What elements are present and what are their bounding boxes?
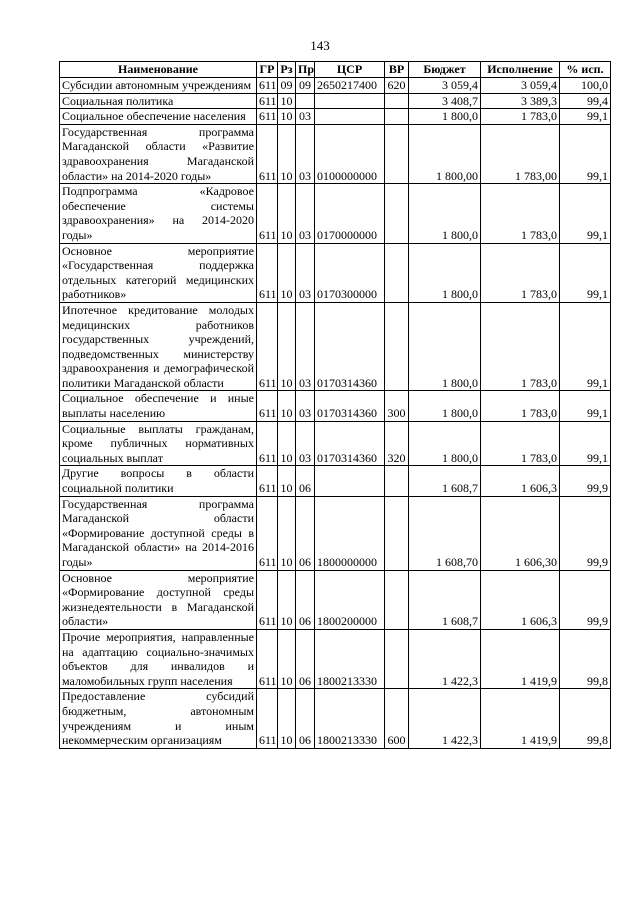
header-csr: ЦСР bbox=[315, 62, 385, 78]
cell-budget: 1 800,0 bbox=[409, 109, 481, 125]
cell-gr: 611 bbox=[257, 302, 278, 391]
cell-vr bbox=[385, 124, 409, 183]
cell-vr: 600 bbox=[385, 689, 409, 748]
cell-rz: 10 bbox=[278, 184, 296, 243]
cell-percent: 99,8 bbox=[560, 689, 611, 748]
budget-table bbox=[59, 61, 611, 749]
cell-execution: 3 389,3 bbox=[481, 93, 560, 109]
cell-gr: 611 bbox=[257, 496, 278, 570]
cell-percent: 99,1 bbox=[560, 109, 611, 125]
cell-budget: 1 800,0 bbox=[409, 391, 481, 421]
cell-vr bbox=[385, 109, 409, 125]
cell-execution: 1 783,0 bbox=[481, 421, 560, 466]
cell-pr: 09 bbox=[296, 78, 315, 94]
cell-vr bbox=[385, 302, 409, 391]
cell-gr: 611 bbox=[257, 570, 278, 629]
cell-budget: 1 800,0 bbox=[409, 184, 481, 243]
cell-pr: 06 bbox=[296, 570, 315, 629]
table-row bbox=[60, 93, 611, 109]
cell-gr: 611 bbox=[257, 184, 278, 243]
header-budget: Бюджет bbox=[409, 62, 481, 78]
cell-rz: 09 bbox=[278, 78, 296, 94]
cell-percent: 99,1 bbox=[560, 421, 611, 466]
cell-rz: 10 bbox=[278, 466, 296, 496]
cell-percent: 99,8 bbox=[560, 629, 611, 688]
cell-vr bbox=[385, 243, 409, 302]
cell-name: Государственная программа Магаданской области «Формирование доступной среды в Магаданской области» на 2014-2016 годы» bbox=[60, 496, 257, 570]
cell-execution: 1 783,0 bbox=[481, 391, 560, 421]
cell-rz: 10 bbox=[278, 570, 296, 629]
cell-rz: 10 bbox=[278, 93, 296, 109]
cell-execution: 1 606,3 bbox=[481, 466, 560, 496]
table-row bbox=[60, 629, 611, 688]
cell-vr: 620 bbox=[385, 78, 409, 94]
cell-csr: 0170300000 bbox=[315, 243, 385, 302]
cell-budget: 3 059,4 bbox=[409, 78, 481, 94]
cell-csr bbox=[315, 93, 385, 109]
cell-budget: 1 800,00 bbox=[409, 124, 481, 183]
cell-vr: 320 bbox=[385, 421, 409, 466]
cell-csr: 0170314360 bbox=[315, 421, 385, 466]
cell-budget: 1 608,70 bbox=[409, 496, 481, 570]
cell-percent: 99,1 bbox=[560, 124, 611, 183]
table-row bbox=[60, 466, 611, 496]
cell-gr: 611 bbox=[257, 78, 278, 94]
header-vr: ВР bbox=[385, 62, 409, 78]
cell-vr bbox=[385, 629, 409, 688]
cell-pr: 03 bbox=[296, 184, 315, 243]
cell-name: Подпрограмма «Кадровое обеспечение системы здравоохранения» на 2014-2020 годы» bbox=[60, 184, 257, 243]
cell-pr: 06 bbox=[296, 496, 315, 570]
table-row bbox=[60, 421, 611, 466]
cell-name: Социальная политика bbox=[60, 93, 257, 109]
table-row bbox=[60, 689, 611, 748]
header-name: Наименование bbox=[60, 62, 257, 78]
cell-pr: 03 bbox=[296, 391, 315, 421]
cell-csr bbox=[315, 109, 385, 125]
header-percent: % исп. bbox=[560, 62, 611, 78]
cell-name: Социальное обеспечение населения bbox=[60, 109, 257, 125]
cell-name: Социальное обеспечение и иные выплаты населению bbox=[60, 391, 257, 421]
cell-pr bbox=[296, 93, 315, 109]
cell-rz: 10 bbox=[278, 243, 296, 302]
cell-percent: 99,1 bbox=[560, 243, 611, 302]
table-row bbox=[60, 570, 611, 629]
table-row bbox=[60, 184, 611, 243]
cell-name: Субсидии автономным учреждениям bbox=[60, 78, 257, 94]
cell-csr: 0170000000 bbox=[315, 184, 385, 243]
cell-pr: 06 bbox=[296, 689, 315, 748]
table-row bbox=[60, 391, 611, 421]
cell-rz: 10 bbox=[278, 302, 296, 391]
cell-name: Прочие мероприятия, направленные на адаптацию социально-значимых объектов для инвалидов и маломобильных групп населения bbox=[60, 629, 257, 688]
cell-gr: 611 bbox=[257, 629, 278, 688]
cell-percent: 100,0 bbox=[560, 78, 611, 94]
cell-gr: 611 bbox=[257, 689, 278, 748]
cell-execution: 1 419,9 bbox=[481, 629, 560, 688]
table-body bbox=[60, 78, 611, 749]
cell-execution: 1 419,9 bbox=[481, 689, 560, 748]
cell-csr bbox=[315, 466, 385, 496]
cell-budget: 1 800,0 bbox=[409, 243, 481, 302]
cell-budget: 3 408,7 bbox=[409, 93, 481, 109]
cell-percent: 99,9 bbox=[560, 496, 611, 570]
cell-gr: 611 bbox=[257, 391, 278, 421]
cell-csr: 2650217400 bbox=[315, 78, 385, 94]
cell-gr: 611 bbox=[257, 466, 278, 496]
cell-name: Основное мероприятие «Государственная поддержка отдельных категорий медицинских работников» bbox=[60, 243, 257, 302]
cell-pr: 03 bbox=[296, 124, 315, 183]
cell-budget: 1 422,3 bbox=[409, 629, 481, 688]
cell-rz: 10 bbox=[278, 421, 296, 466]
cell-percent: 99,1 bbox=[560, 184, 611, 243]
cell-vr bbox=[385, 466, 409, 496]
cell-percent: 99,4 bbox=[560, 93, 611, 109]
cell-vr bbox=[385, 570, 409, 629]
header-gr: ГР bbox=[257, 62, 278, 78]
cell-rz: 10 bbox=[278, 124, 296, 183]
cell-gr: 611 bbox=[257, 243, 278, 302]
cell-budget: 1 608,7 bbox=[409, 570, 481, 629]
cell-vr: 300 bbox=[385, 391, 409, 421]
cell-csr: 1800213330 bbox=[315, 629, 385, 688]
cell-name: Социальные выплаты гражданам, кроме публичных нормативных социальных выплат bbox=[60, 421, 257, 466]
cell-pr: 03 bbox=[296, 109, 315, 125]
cell-percent: 99,9 bbox=[560, 466, 611, 496]
cell-execution: 1 783,0 bbox=[481, 243, 560, 302]
cell-budget: 1 800,0 bbox=[409, 421, 481, 466]
cell-pr: 03 bbox=[296, 243, 315, 302]
cell-rz: 10 bbox=[278, 689, 296, 748]
table-header-row bbox=[60, 62, 611, 78]
cell-name: Основное мероприятие «Формирование доступной среды жизнедеятельности в Магаданской области» bbox=[60, 570, 257, 629]
cell-percent: 99,1 bbox=[560, 391, 611, 421]
cell-csr: 1800213330 bbox=[315, 689, 385, 748]
cell-percent: 99,9 bbox=[560, 570, 611, 629]
cell-budget: 1 800,0 bbox=[409, 302, 481, 391]
cell-name: Предоставление субсидий бюджетным, автономным учреждениям и иным некоммерческим организациям bbox=[60, 689, 257, 748]
cell-csr: 0170314360 bbox=[315, 391, 385, 421]
cell-csr: 0100000000 bbox=[315, 124, 385, 183]
cell-rz: 10 bbox=[278, 109, 296, 125]
cell-pr: 06 bbox=[296, 629, 315, 688]
cell-name: Другие вопросы в области социальной политики bbox=[60, 466, 257, 496]
cell-rz: 10 bbox=[278, 496, 296, 570]
page-number: 143 bbox=[310, 38, 330, 53]
cell-execution: 3 059,4 bbox=[481, 78, 560, 94]
cell-gr: 611 bbox=[257, 109, 278, 125]
cell-csr: 1800000000 bbox=[315, 496, 385, 570]
header-rz: Рз bbox=[278, 62, 296, 78]
cell-rz: 10 bbox=[278, 629, 296, 688]
cell-gr: 611 bbox=[257, 124, 278, 183]
cell-pr: 06 bbox=[296, 466, 315, 496]
table-row bbox=[60, 302, 611, 391]
header-execution: Исполнение bbox=[481, 62, 560, 78]
cell-vr bbox=[385, 93, 409, 109]
cell-csr: 1800200000 bbox=[315, 570, 385, 629]
cell-execution: 1 783,00 bbox=[481, 124, 560, 183]
table-row bbox=[60, 496, 611, 570]
cell-execution: 1 606,30 bbox=[481, 496, 560, 570]
header-pr: Пр bbox=[296, 62, 315, 78]
cell-execution: 1 783,0 bbox=[481, 302, 560, 391]
cell-name: Ипотечное кредитование молодых медицинских работников государственных учреждений, подведомственных министерству здравоохранения и демографической политики Магаданской области bbox=[60, 302, 257, 391]
cell-vr bbox=[385, 496, 409, 570]
cell-execution: 1 783,0 bbox=[481, 184, 560, 243]
cell-gr: 611 bbox=[257, 93, 278, 109]
cell-execution: 1 783,0 bbox=[481, 109, 560, 125]
table-row bbox=[60, 78, 611, 94]
cell-percent: 99,1 bbox=[560, 302, 611, 391]
cell-rz: 10 bbox=[278, 391, 296, 421]
cell-name: Государственная программа Магаданской области «Развитие здравоохранения Магаданской области» на 2014-2020 годы» bbox=[60, 124, 257, 183]
cell-budget: 1 608,7 bbox=[409, 466, 481, 496]
table-row bbox=[60, 124, 611, 183]
cell-vr bbox=[385, 184, 409, 243]
cell-pr: 03 bbox=[296, 302, 315, 391]
cell-pr: 03 bbox=[296, 421, 315, 466]
cell-csr: 0170314360 bbox=[315, 302, 385, 391]
table-row bbox=[60, 109, 611, 125]
table-row bbox=[60, 243, 611, 302]
cell-execution: 1 606,3 bbox=[481, 570, 560, 629]
cell-budget: 1 422,3 bbox=[409, 689, 481, 748]
cell-gr: 611 bbox=[257, 421, 278, 466]
